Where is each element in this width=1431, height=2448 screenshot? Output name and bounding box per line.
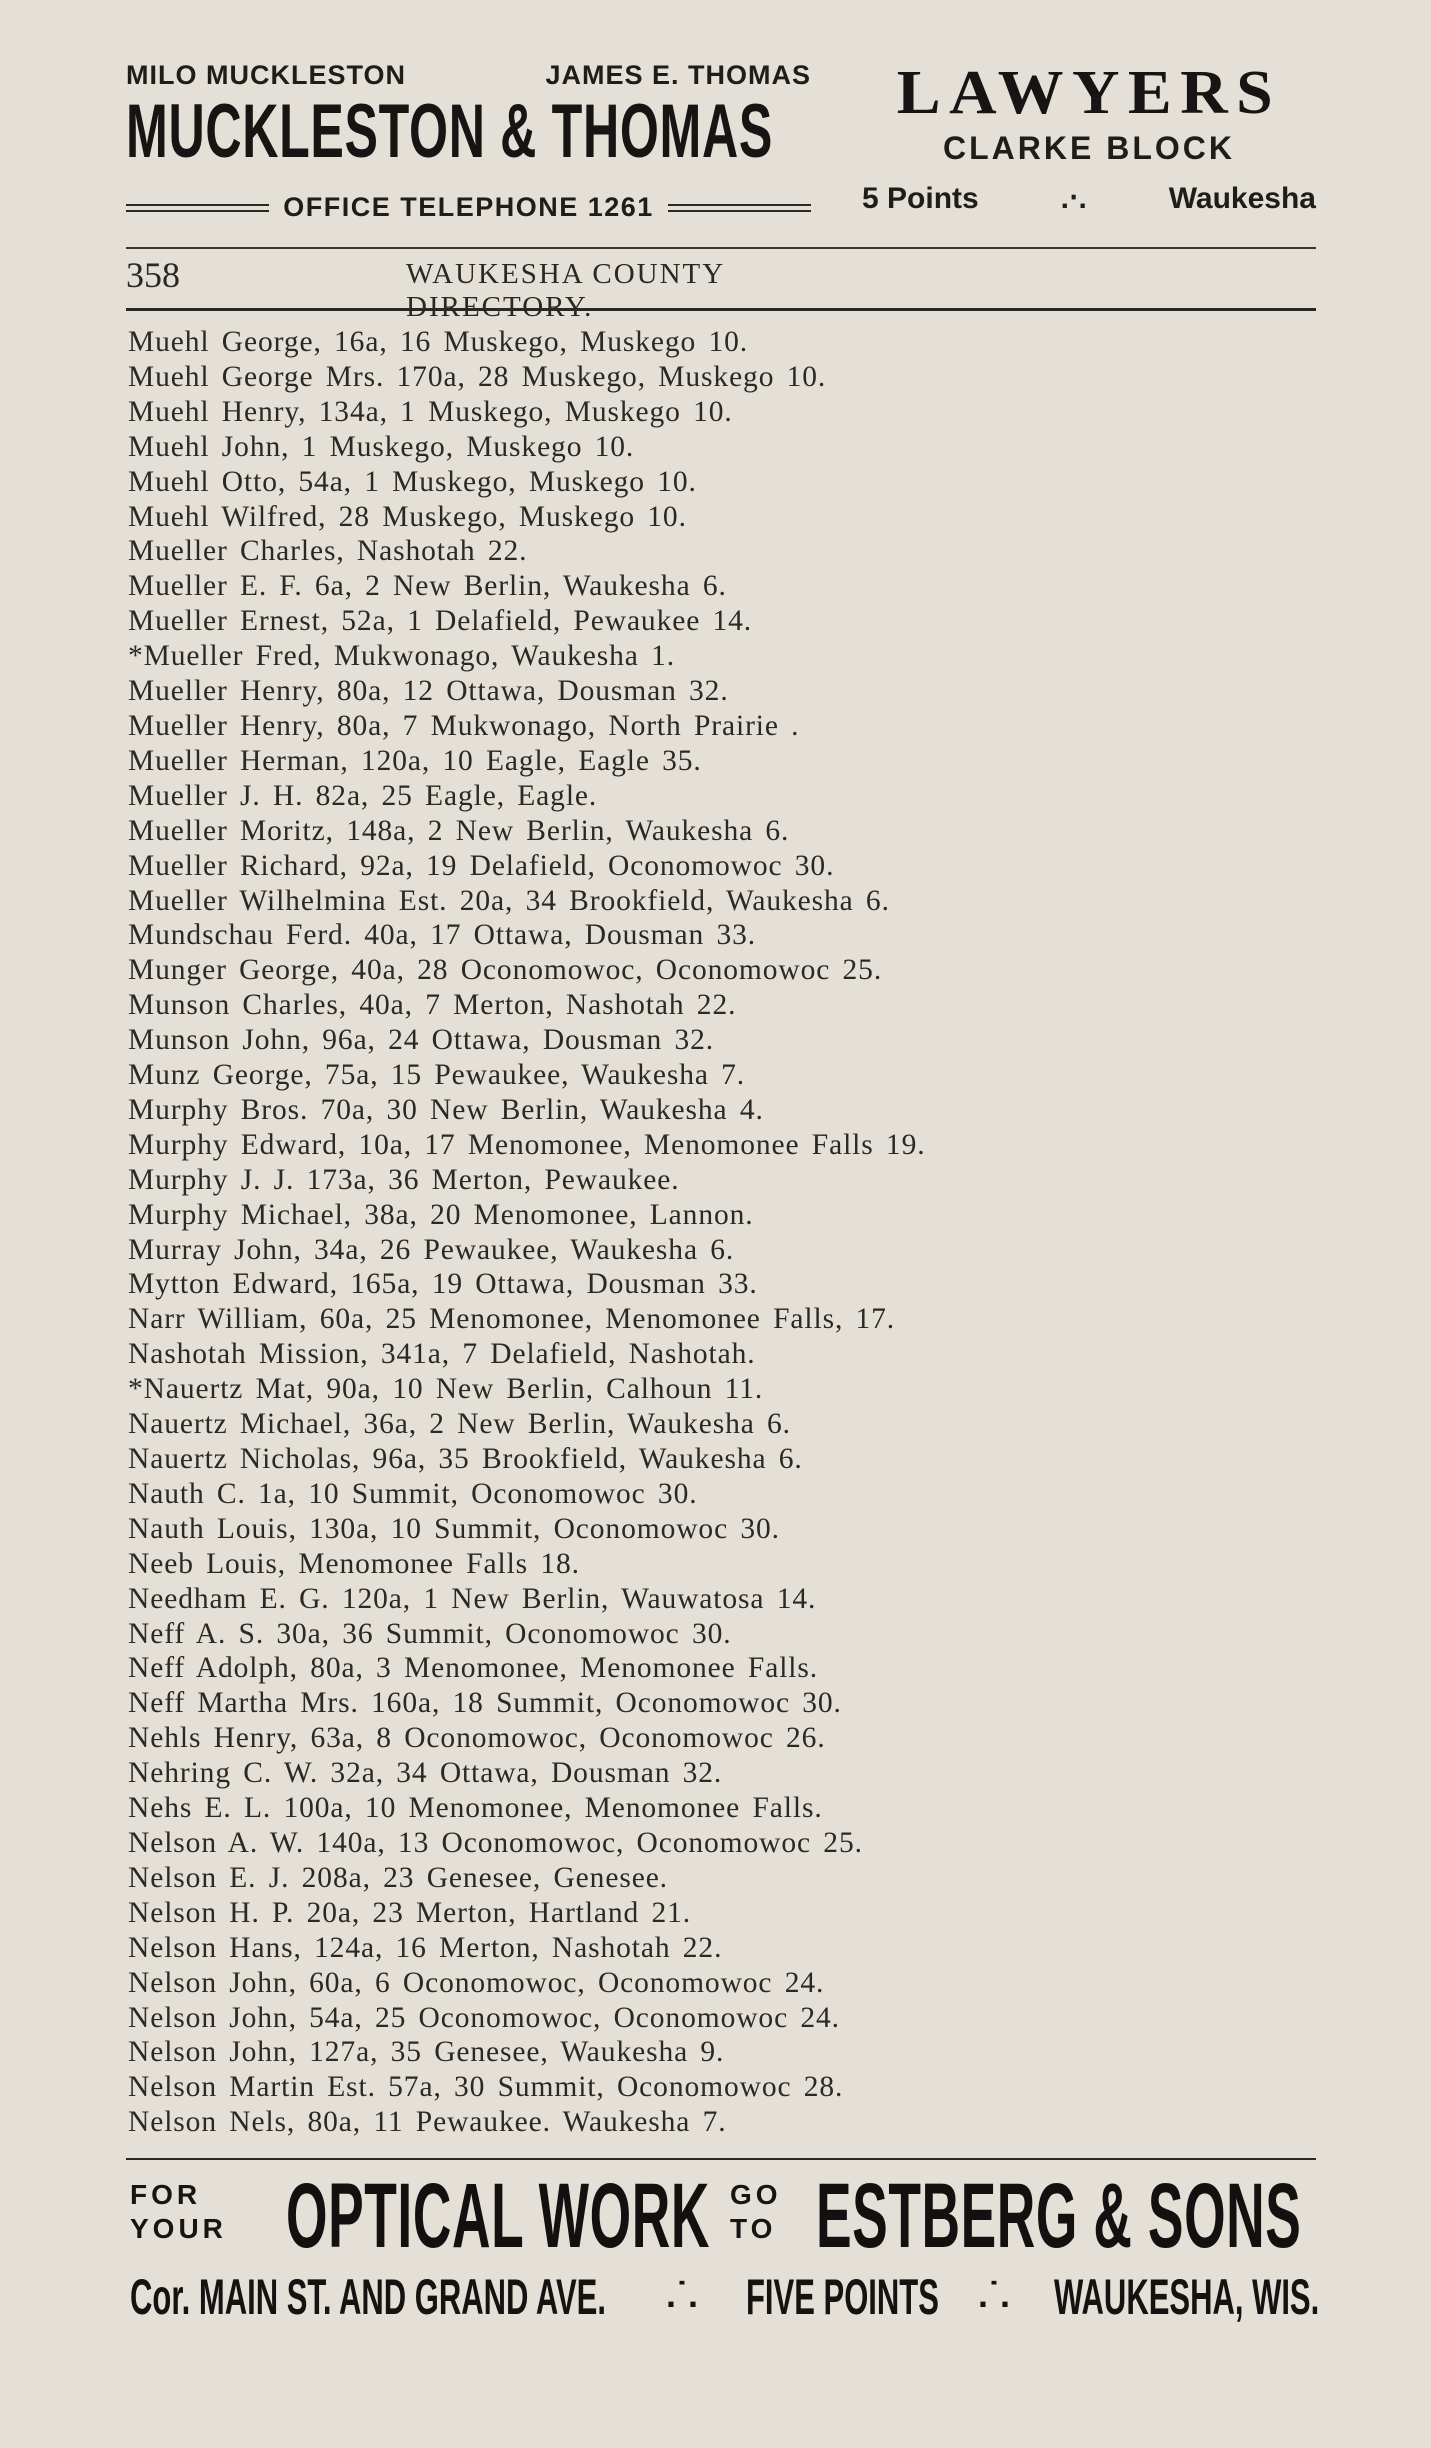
for-text: FOR	[130, 2179, 202, 2210]
directory-entry: Muehl Henry, 134a, 1 Muskego, Muskego 10.	[128, 395, 733, 428]
directory-entry: Nauertz Nicholas, 96a, 35 Brookfield, Waukesha 6.	[128, 1443, 803, 1475]
directory-entry: Narr William, 60a, 25 Menomonee, Menomonee Falls, 17.	[128, 1303, 896, 1336]
directory-entry: Murphy Edward, 10a, 17 Menomonee, Menomonee Falls 19.	[128, 1128, 926, 1161]
directory-entry: Nauth C. 1a, 10 Summit, Oconomowoc 30.	[128, 1477, 698, 1510]
directory-entry: Mueller Herman, 120a, 10 Eagle, Eagle 35.	[128, 744, 702, 777]
directory-entry: Nauth Louis, 130a, 10 Summit, Oconomowoc 30.	[128, 1512, 780, 1545]
ad-profession-block	[862, 60, 1316, 216]
go-to-stack	[730, 2178, 782, 2246]
phone-line	[126, 192, 811, 223]
lawyers-advertisement	[126, 60, 1316, 230]
directory-entry: Muehl Otto, 54a, 1 Muskego, Muskego 10.	[128, 465, 697, 498]
directory-entry: Mueller Charles, Nashotah 22.	[128, 535, 528, 568]
directory-entry: Nelson Nels, 80a, 11 Pewaukee. Waukesha 7.	[128, 2106, 727, 2139]
directory-entry: Needham E. G. 120a, 1 New Berlin, Wauwatosa 14.	[128, 1582, 817, 1615]
divider-bottom	[126, 2158, 1316, 2160]
directory-entry: Nauertz Michael, 36a, 2 New Berlin, Waukesha 6.	[128, 1408, 791, 1441]
double-rule-right	[668, 204, 811, 212]
partner-right: JAMES E. THOMAS	[545, 60, 811, 90]
directory-entry: Mueller Henry, 80a, 7 Mukwonago, North Prairie .	[128, 709, 800, 742]
directory-entry: Mundschau Ferd. 40a, 17 Ottawa, Dousman 33.	[128, 919, 757, 952]
directory-entry: Murphy Bros. 70a, 30 New Berlin, Waukesha 4.	[128, 1093, 764, 1126]
page-header	[126, 254, 1316, 323]
directory-entry: Murphy J. J. 173a, 36 Merton, Pewaukee.	[128, 1163, 680, 1196]
directory-entry: Nelson E. J. 208a, 23 Genesee, Genesee.	[128, 1861, 668, 1894]
directory-entry: Nelson Hans, 124a, 16 Merton, Nashotah 22.	[128, 1931, 723, 1964]
directory-entry: Munson Charles, 40a, 7 Merton, Nashotah 22.	[128, 989, 737, 1022]
directory-entry: *Mueller Fred, Mukwonago, Waukesha 1.	[128, 640, 675, 673]
directory-entry: Mueller Richard, 92a, 19 Delafield, Oconomowoc 30.	[128, 849, 835, 882]
go-text: GO	[730, 2179, 782, 2210]
building-name: CLARKE BLOCK	[943, 130, 1235, 166]
page-number: 358	[126, 255, 180, 295]
directory-entry: Nelson H. P. 20a, 23 Merton, Hartland 21.	[128, 1896, 692, 1929]
directory-entry: *Nauertz Mat, 90a, 10 New Berlin, Calhoun 11.	[128, 1373, 764, 1406]
firm-name: MUCKLESTON & THOMAS	[126, 89, 773, 174]
partner-left: MILO MUCKLESTON	[126, 60, 406, 90]
location-separator: .‧.	[1060, 182, 1087, 215]
double-rule-left	[126, 204, 269, 212]
directory-entry: Mueller Ernest, 52a, 1 Delafield, Pewaukee 14.	[128, 605, 753, 638]
to-text: TO	[730, 2213, 777, 2244]
directory-entry: Mueller E. F. 6a, 2 New Berlin, Waukesha 6.	[128, 570, 727, 603]
address-separator-2: .˙.	[978, 2274, 1010, 2315]
directory-entry: Munson John, 96a, 24 Ottawa, Dousman 32.	[128, 1024, 715, 1057]
directory-entry: Nehs E. L. 100a, 10 Menomonee, Menomonee Falls.	[128, 1792, 823, 1825]
your-text: YOUR	[130, 2213, 227, 2244]
directory-entry: Mueller J. H. 82a, 25 Eagle, Eagle.	[128, 779, 598, 812]
divider-top	[126, 247, 1316, 249]
location-right: Waukesha	[1168, 182, 1316, 215]
directory-entry: Muehl George, 16a, 16 Muskego, Muskego 10.	[128, 326, 749, 358]
directory-entry: Muehl Wilfred, 28 Muskego, Muskego 10.	[128, 500, 687, 533]
directory-entry: Nelson John, 127a, 35 Genesee, Waukesha 9.	[128, 2036, 725, 2069]
directory-entry: Nelson Martin Est. 57a, 30 Summit, Oconomowoc 28.	[128, 2071, 844, 2104]
service-name: OPTICAL WORK	[286, 2165, 710, 2267]
directory-entry: Murray John, 34a, 26 Pewaukee, Waukesha 6.	[128, 1233, 735, 1266]
directory-entry: Murphy Michael, 38a, 20 Menomonee, Lannon.	[128, 1198, 754, 1231]
directory-entry: Neff Martha Mrs. 160a, 18 Summit, Oconomowoc 30.	[128, 1687, 842, 1720]
address-separator-1: .˙.	[666, 2274, 698, 2315]
location-line	[862, 181, 1316, 216]
page-title: WAUKESHA COUNTY DIRECTORY.	[406, 258, 725, 323]
address-area: FIVE POINTS	[746, 2269, 939, 2325]
directory-entry: Muehl John, 1 Muskego, Muskego 10.	[128, 430, 635, 463]
business-name: ESTBERG & SONS	[816, 2165, 1302, 2267]
divider-header	[126, 308, 1316, 311]
address-street: Cor. MAIN ST. AND GRAND AVE.	[130, 2269, 606, 2325]
partner-names	[126, 60, 811, 90]
profession-heading: LAWYERS	[896, 59, 1282, 127]
directory-entry: Mueller Wilhelmina Est. 20a, 34 Brookfield, Waukesha 6.	[128, 884, 890, 917]
directory-entry: Neff A. S. 30a, 36 Summit, Oconomowoc 30.	[128, 1617, 732, 1650]
directory-entry: Nelson John, 54a, 25 Oconomowoc, Oconomowoc 24.	[128, 2001, 840, 2034]
directory-listings	[128, 325, 1318, 2140]
location-left: 5 Points	[862, 182, 979, 215]
directory-entry: Munz George, 75a, 15 Pewaukee, Waukesha 7.	[128, 1059, 746, 1092]
directory-entry: Nelson John, 60a, 6 Oconomowoc, Oconomowoc 24.	[128, 1966, 825, 1999]
directory-entry: Neff Adolph, 80a, 3 Menomonee, Menomonee Falls.	[128, 1652, 819, 1685]
office-telephone: OFFICE TELEPHONE 1261	[283, 192, 654, 222]
for-your-stack	[130, 2178, 227, 2246]
ad-firm-block	[126, 60, 811, 222]
directory-entry: Munger George, 40a, 28 Oconomowoc, Oconomowoc 25.	[128, 954, 883, 987]
address-city: WAUKESHA, WIS.	[1054, 2269, 1320, 2325]
directory-entry: Nashotah Mission, 341a, 7 Delafield, Nashotah.	[128, 1338, 756, 1371]
optical-ad-headline	[126, 2165, 1326, 2268]
optical-advertisement	[126, 2165, 1326, 2328]
directory-entry: Neeb Louis, Menomonee Falls 18.	[128, 1547, 580, 1580]
directory-entry: Nelson A. W. 140a, 13 Oconomowoc, Oconomowoc 25.	[128, 1826, 863, 1859]
directory-entry: Mueller Henry, 80a, 12 Ottawa, Dousman 32.	[128, 675, 729, 708]
directory-entry: Nehring C. W. 32a, 34 Ottawa, Dousman 32.	[128, 1757, 723, 1790]
directory-entry: Mueller Moritz, 148a, 2 New Berlin, Waukesha 6.	[128, 814, 790, 847]
optical-ad-address	[126, 2270, 1326, 2326]
directory-entry: Nehls Henry, 63a, 8 Oconomowoc, Oconomowoc 26.	[128, 1722, 826, 1755]
directory-entry: Mytton Edward, 165a, 19 Ottawa, Dousman 33.	[128, 1268, 758, 1301]
directory-entry: Muehl George Mrs. 170a, 28 Muskego, Muskego 10.	[128, 360, 827, 393]
